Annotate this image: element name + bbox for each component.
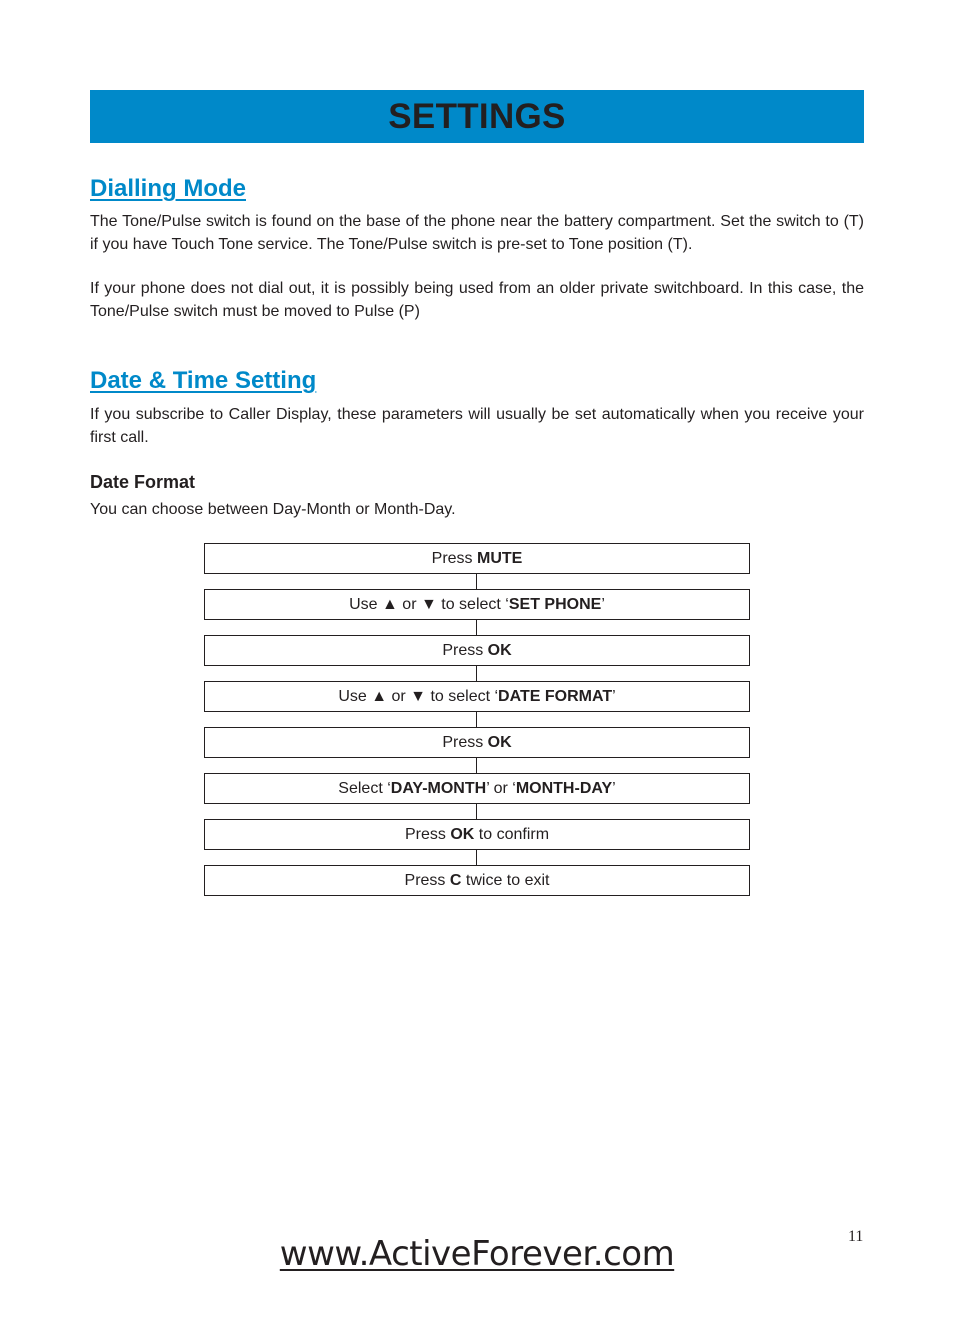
settings-banner <box>90 90 864 143</box>
flow-step-3 <box>204 635 750 666</box>
date-time-paragraph: If you subscribe to Caller Display, these parameters will usually be set automatically when you receive your ﬁrst call. <box>90 406 864 446</box>
flow-step-keyword: OK <box>450 825 475 843</box>
flow-step-fragment: ’ <box>612 779 616 797</box>
flow-step-text <box>405 826 549 844</box>
flow-step-keyword: SET PHONE <box>508 595 602 613</box>
flow-step-1 <box>204 543 750 574</box>
flow-step-fragment: Use ▲ or ▼ to select ‘ <box>338 687 499 705</box>
flow-step-fragment: ’ or ‘ <box>486 779 516 797</box>
date-time-heading: Date & Time Setting <box>90 367 317 394</box>
flow-step-keyword: DATE FORMAT <box>498 687 613 705</box>
website-link[interactable]: www.ActiveForever.com <box>279 1234 675 1274</box>
flow-step-fragment: Press <box>442 641 488 659</box>
page-number: 11 <box>848 1228 864 1245</box>
flow-step-keyword: OK <box>487 733 512 751</box>
flow-step-2 <box>204 589 750 620</box>
flow-step-fragment: Press <box>404 871 450 889</box>
flow-step-fragment: ’ <box>612 687 616 705</box>
flow-step-text <box>338 688 615 706</box>
flow-step-text <box>442 734 511 752</box>
flow-step-keyword: MUTE <box>477 549 523 567</box>
flow-step-5 <box>204 727 750 758</box>
flow-step-text <box>338 780 615 798</box>
flow-step-text <box>442 642 511 660</box>
flow-step-fragment: Select ‘ <box>338 779 391 797</box>
page-title: SETTINGS <box>388 96 566 136</box>
dialling-mode-paragraph-2: If your phone does not dial out, it is possibly being used from an older private switchboard. In this case, the Tone/Pulse switch must be moved to Pulse (P) <box>90 280 864 320</box>
date-format-heading: Date Format <box>90 472 196 492</box>
flow-step-fragment: Use ▲ or ▼ to select ‘ <box>349 595 509 613</box>
flow-connector <box>476 666 477 681</box>
flow-step-6 <box>204 773 750 804</box>
flow-step-fragment: to conﬁrm <box>474 825 550 843</box>
flow-connector <box>476 758 477 773</box>
flow-step-keyword: OK <box>487 641 512 659</box>
flow-step-keyword: C <box>449 871 462 889</box>
flow-step-text <box>349 596 605 614</box>
flow-step-fragment: Press <box>404 825 451 843</box>
flow-step-fragment: ’ <box>601 595 605 613</box>
date-format-flowchart <box>204 543 750 896</box>
flow-connector <box>476 574 477 589</box>
flow-step-keyword: MONTH-DAY <box>515 779 613 797</box>
flow-step-fragment: Press <box>442 733 488 751</box>
flow-step-text <box>432 550 523 568</box>
flow-step-4 <box>204 681 750 712</box>
dialling-mode-paragraph-1: The Tone/Pulse switch is found on the base of the phone near the battery compartment. Set the switch to (T) if you have Touch Tone service. The Tone/Pulse switch is pre-set to Tone position (T). <box>90 213 864 253</box>
flow-step-text <box>405 872 550 890</box>
flow-connector <box>476 712 477 727</box>
flow-connector <box>476 804 477 819</box>
flow-step-keyword: DAY-MONTH <box>390 779 487 797</box>
flow-step-fragment: Press <box>431 549 477 567</box>
flow-connector <box>476 620 477 635</box>
flow-step-8 <box>204 865 750 896</box>
flow-step-fragment: twice to exit <box>461 871 550 889</box>
dialling-mode-heading: Dialling Mode <box>90 175 246 202</box>
flow-step-7 <box>204 819 750 850</box>
flow-connector <box>476 850 477 865</box>
date-format-paragraph: You can choose between Day-Month or Month-Day. <box>90 501 456 518</box>
